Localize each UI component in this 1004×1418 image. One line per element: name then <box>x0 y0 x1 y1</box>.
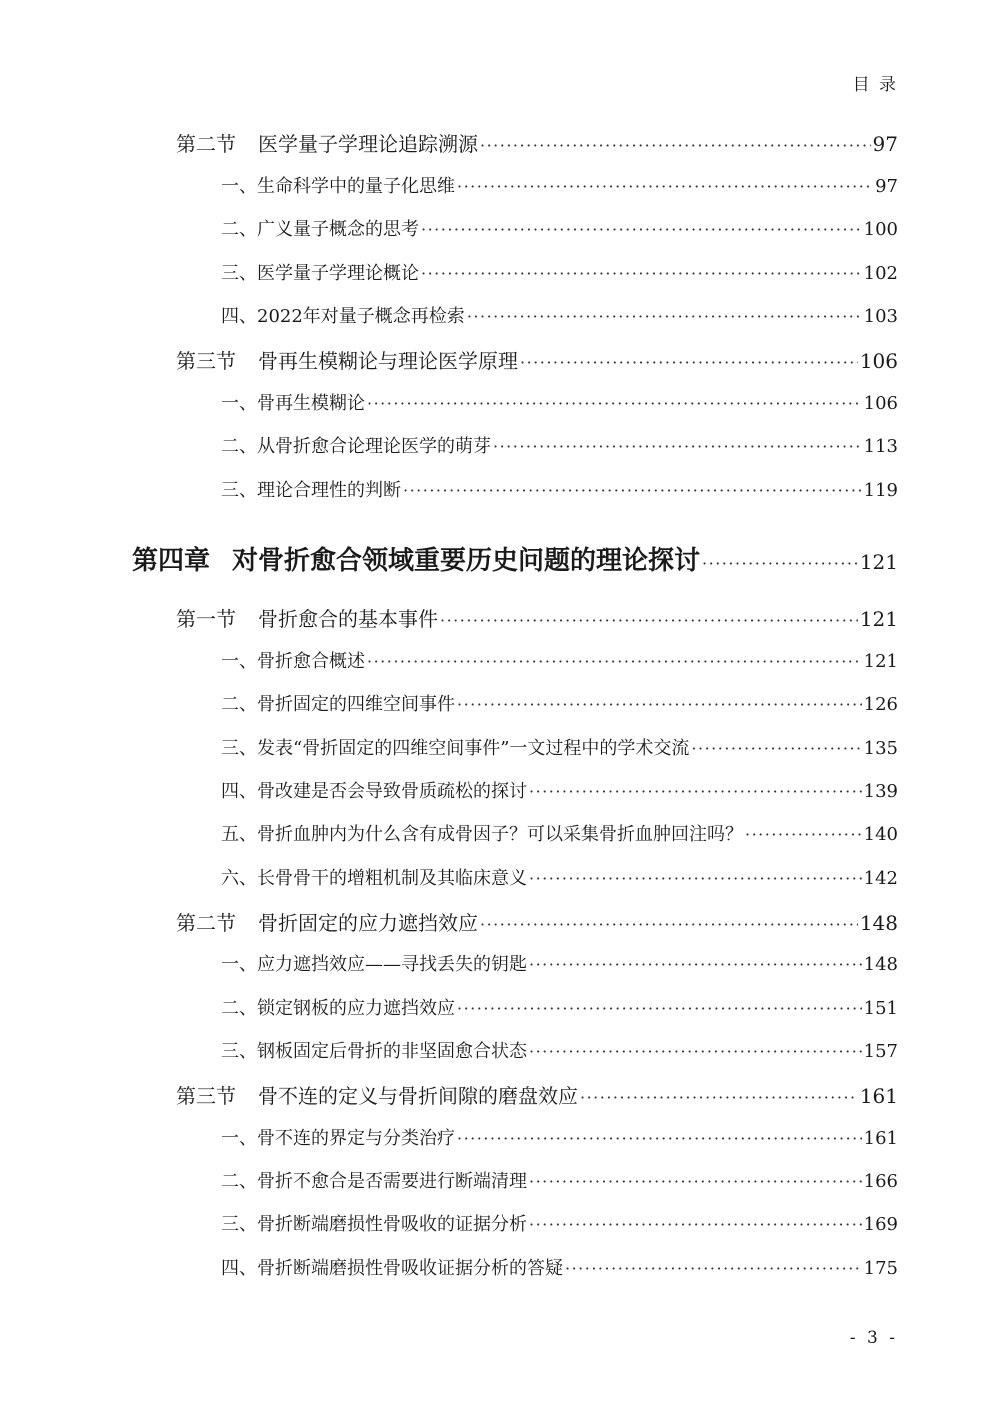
toc-entry[interactable] <box>221 302 898 328</box>
toc-entry-page: 157 <box>863 1041 898 1062</box>
toc-entry[interactable] <box>221 432 898 458</box>
dot-leader <box>421 220 862 239</box>
toc-entry-title: 一、骨再生模糊论 <box>221 393 365 414</box>
dot-leader <box>529 869 862 888</box>
toc-entry-page: 148 <box>859 911 898 935</box>
toc-entry-title: 四、骨改建是否会导致骨质疏松的探讨 <box>221 781 527 802</box>
toc-entry-title: 三、理论合理性的判断 <box>221 480 401 501</box>
toc-entry-page: 142 <box>863 868 898 889</box>
dot-leader <box>421 264 862 283</box>
dot-leader <box>367 394 862 413</box>
toc-entry-title: 骨折愈合的基本事件 <box>258 607 438 631</box>
toc-entry-title: 三、医学量子学理论概论 <box>221 263 419 284</box>
toc-entry[interactable] <box>221 215 898 241</box>
dot-leader <box>440 611 858 630</box>
toc-entry[interactable] <box>221 172 898 198</box>
toc-entry-page: 106 <box>859 349 898 373</box>
toc-entry[interactable] <box>176 1080 898 1109</box>
dot-leader <box>480 915 858 934</box>
dot-leader <box>691 739 861 758</box>
dot-leader <box>457 177 873 196</box>
toc-entry-title: 一、应力遮挡效应——寻找丢失的钥匙 <box>221 954 527 975</box>
toc-entry-title: 四、骨折断端磨损性骨吸收证据分析的答疑 <box>221 1258 563 1279</box>
toc-entry[interactable] <box>221 1037 898 1063</box>
dot-leader <box>493 437 862 456</box>
toc-entry[interactable] <box>221 1167 898 1193</box>
toc-entry[interactable] <box>221 950 898 976</box>
dot-leader <box>367 652 862 671</box>
toc-entry-page: 151 <box>863 998 898 1019</box>
toc-entry-title: 二、骨折不愈合是否需要进行断端清理 <box>221 1171 527 1192</box>
toc-entry-title: 一、骨不连的界定与分类治疗 <box>221 1128 455 1149</box>
toc-entry-title: 医学量子学理论追踪溯源 <box>258 132 478 156</box>
toc-entry-page: 148 <box>863 954 898 975</box>
toc-entry-page: 166 <box>863 1171 898 1192</box>
toc-entry[interactable] <box>221 476 898 502</box>
dot-leader <box>702 554 858 573</box>
toc-entry-title: 五、骨折血肿内为什么含有成骨因子？可以采集骨折血肿回注吗？ <box>221 824 743 845</box>
toc-entry-title: 二、广义量子概念的思考 <box>221 219 419 240</box>
toc-entry[interactable] <box>221 389 898 415</box>
toc-entry-page: 121 <box>859 550 898 574</box>
toc-entry-title: 四、2022年对量子概念再检索 <box>221 306 465 327</box>
toc-entry-page: 135 <box>863 738 898 759</box>
toc-entry[interactable] <box>221 690 898 716</box>
toc-entry-page: 97 <box>875 176 898 197</box>
dot-leader <box>457 999 862 1018</box>
dot-leader <box>565 1259 862 1278</box>
toc-entry-title: 骨折固定的应力遮挡效应 <box>258 911 478 935</box>
dot-leader <box>403 481 862 500</box>
toc-entry[interactable] <box>221 1254 898 1280</box>
toc-entry-title: 骨不连的定义与骨折间隙的磨盘效应 <box>258 1084 578 1108</box>
toc-entry-title: 三、发表“骨折固定的四维空间事件”一文过程中的学术交流 <box>221 738 690 759</box>
toc-entry-title: 二、锁定钢板的应力遮挡效应 <box>221 998 455 1019</box>
toc-entry-page: 102 <box>863 263 898 284</box>
toc-entry-page: 140 <box>863 824 898 845</box>
toc-entry-title: 骨再生模糊论与理论医学原理 <box>258 349 518 373</box>
toc-entry-page: 97 <box>872 132 898 156</box>
toc-entry-title: 对骨折愈合领域重要历史问题的理论探讨 <box>232 546 701 576</box>
toc-entry-title: 一、骨折愈合概述 <box>221 651 365 672</box>
dot-leader <box>529 1215 862 1234</box>
toc-entry-page: 121 <box>863 651 898 672</box>
toc-entry-page: 100 <box>863 219 898 240</box>
toc-entry[interactable] <box>176 907 898 936</box>
toc-entry-title: 三、钢板固定后骨折的非坚固愈合状态 <box>221 1041 527 1062</box>
toc-entry[interactable] <box>176 603 898 632</box>
toc-entry-title: 三、骨折断端磨损性骨吸收的证据分析 <box>221 1214 527 1235</box>
toc-entry[interactable] <box>221 777 898 803</box>
toc-entry-number: 第四章 <box>132 546 211 576</box>
toc-entry-page: 121 <box>859 607 898 631</box>
toc-entry[interactable] <box>221 734 898 760</box>
toc-entry-page: 103 <box>863 306 898 327</box>
toc-entry-page: 139 <box>863 781 898 802</box>
dot-leader <box>480 136 871 155</box>
toc-entry-title: 二、骨折固定的四维空间事件 <box>221 694 455 715</box>
toc-entry-page: 175 <box>863 1258 898 1279</box>
toc-entry[interactable] <box>176 345 898 374</box>
toc-entry-page: 106 <box>863 393 898 414</box>
toc-entry-page: 161 <box>863 1128 898 1149</box>
dot-leader <box>520 353 858 372</box>
toc-entry-number: 第一节 <box>176 607 236 631</box>
toc-entry-title: 一、生命科学中的量子化思维 <box>221 176 455 197</box>
dot-leader <box>529 955 862 974</box>
toc-entry[interactable] <box>176 128 898 157</box>
toc-entry-page: 161 <box>859 1084 898 1108</box>
toc-entry[interactable] <box>221 864 898 890</box>
dot-leader <box>745 825 862 844</box>
toc-entry[interactable] <box>221 1210 898 1236</box>
toc-entry[interactable] <box>221 820 898 846</box>
toc-entry-number: 第三节 <box>176 1084 236 1108</box>
toc-entry-page: 126 <box>863 694 898 715</box>
toc-entry-number: 第三节 <box>176 349 236 373</box>
toc-entry-number: 第二节 <box>176 132 236 156</box>
toc-entry-title: 六、长骨骨干的增粗机制及其临床意义 <box>221 868 527 889</box>
dot-leader <box>580 1088 858 1107</box>
toc-entry-number: 第二节 <box>176 911 236 935</box>
toc-entry[interactable] <box>221 1124 898 1150</box>
toc-entry[interactable] <box>221 994 898 1020</box>
toc-entry-title: 二、从骨折愈合论理论医学的萌芽 <box>221 436 491 457</box>
dot-leader <box>529 782 862 801</box>
dot-leader <box>467 307 862 326</box>
toc-entry-page: 119 <box>863 480 898 501</box>
dot-leader <box>457 695 862 714</box>
page-number: - 3 - <box>849 1328 898 1348</box>
dot-leader <box>529 1172 862 1191</box>
running-header: 目 录 <box>852 75 898 95</box>
toc-entry-page: 113 <box>863 436 898 457</box>
dot-leader <box>529 1042 862 1061</box>
toc-entry[interactable] <box>221 647 898 673</box>
dot-leader <box>457 1129 862 1148</box>
toc-entry-page: 169 <box>863 1214 898 1235</box>
toc-chapter-entry[interactable] <box>132 540 898 577</box>
toc-entry[interactable] <box>221 259 898 285</box>
